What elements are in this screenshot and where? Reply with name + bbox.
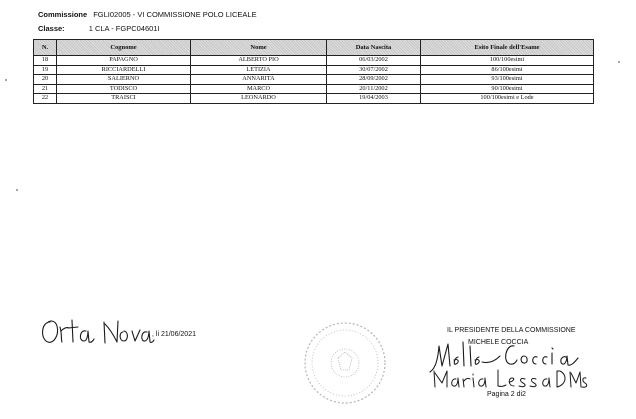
cell-surname: TRAISCI xyxy=(57,94,191,104)
cell-birthdate: 20/11/2002 xyxy=(327,84,421,94)
cell-name: LETIZIA xyxy=(191,65,327,75)
commission-label: Commissione xyxy=(38,10,88,19)
table-row xyxy=(34,65,594,75)
class-value: 1 CLA - FGPC04601I xyxy=(88,24,160,33)
cell-name: ALBERTO PIO xyxy=(191,56,327,66)
cell-surname: RICCIARDELLI xyxy=(57,65,191,75)
scan-speck xyxy=(16,189,18,191)
cell-result: 100/100esimi e Lode xyxy=(421,94,594,104)
cell-name: LEONARDO xyxy=(191,94,327,104)
table-header-row xyxy=(34,40,594,56)
president-name: MICHELE COCCIA xyxy=(468,339,529,346)
table-row xyxy=(34,94,594,104)
cell-result: 90/100esimi xyxy=(421,84,594,94)
member-signature xyxy=(430,365,590,391)
column-header-birthdate: Data Nascita xyxy=(327,40,421,56)
cell-result: 100/100esimi xyxy=(421,56,594,66)
scan-speck xyxy=(5,79,7,81)
handwritten-place-signature xyxy=(38,314,156,350)
cell-surname: TODISCO xyxy=(57,84,191,94)
cell-birthdate: 28/09/2002 xyxy=(327,75,421,85)
cell-number: 19 xyxy=(34,65,57,75)
results-table xyxy=(33,39,594,104)
cell-birthdate: 19/04/2003 xyxy=(327,94,421,104)
cell-number: 18 xyxy=(34,56,57,66)
column-header-surname: Cognome xyxy=(57,40,191,56)
cell-result: 93/100esimi xyxy=(421,75,594,85)
official-stamp-seal xyxy=(300,318,390,408)
table-row xyxy=(34,84,594,94)
page-number: Pagina 2 di2 xyxy=(487,391,526,398)
place-date: , li 21/06/2021 xyxy=(152,331,196,338)
commission-line xyxy=(38,10,257,19)
cell-number: 22 xyxy=(34,94,57,104)
class-line xyxy=(38,24,160,33)
cell-surname: PAPAGNO xyxy=(57,56,191,66)
class-label: Classe: xyxy=(38,24,65,33)
table-row xyxy=(34,56,594,66)
cell-birthdate: 30/07/2002 xyxy=(327,65,421,75)
cell-result: 86/100esimi xyxy=(421,65,594,75)
cell-name: ANNARITA xyxy=(191,75,327,85)
scan-speck xyxy=(618,61,620,63)
table-row xyxy=(34,75,594,85)
column-header-number: N. xyxy=(34,40,57,56)
cell-number: 21 xyxy=(34,84,57,94)
column-header-result: Esito Finale dell'Esame xyxy=(421,40,594,56)
commission-value: FGLI02005 - VI COMMISSIONE POLO LICEALE xyxy=(93,10,257,19)
cell-number: 20 xyxy=(34,75,57,85)
cell-birthdate: 06/03/2002 xyxy=(327,56,421,66)
cell-name: MARCO xyxy=(191,84,327,94)
cell-surname: SALIERNO xyxy=(57,75,191,85)
column-header-name: Nome xyxy=(191,40,327,56)
president-title: IL PRESIDENTE DELLA COMMISSIONE xyxy=(447,327,576,334)
